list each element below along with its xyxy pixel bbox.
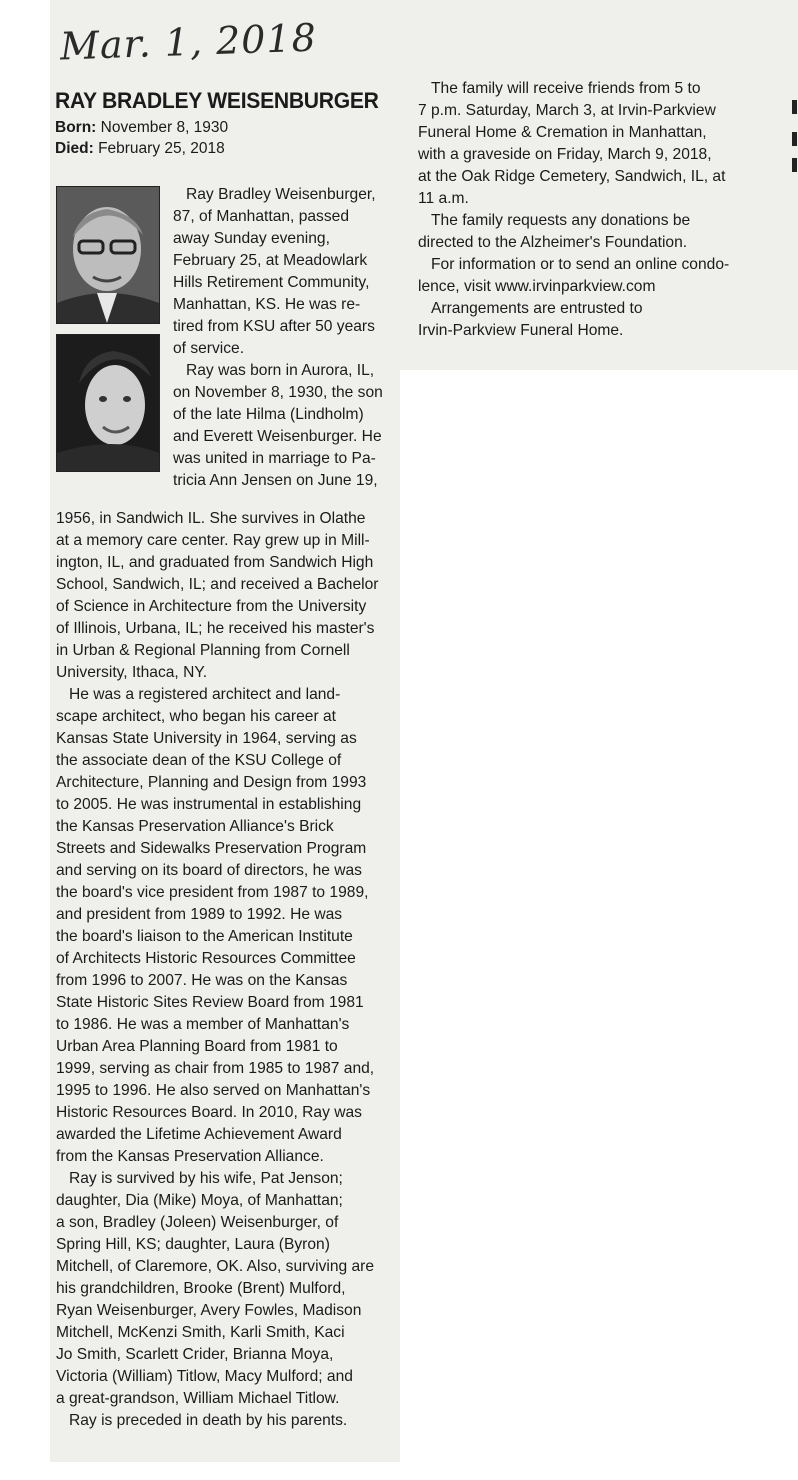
- text-line: of Science in Architecture from the University: [56, 598, 367, 615]
- text-line: tricia Ann Jensen on June 19,: [173, 472, 378, 489]
- died-label: Died:: [55, 140, 94, 157]
- text-line: Manhattan, KS. He was re-: [173, 296, 361, 313]
- text-line: directed to the Alzheimer's Foundation.: [418, 234, 688, 251]
- born-label: Born:: [55, 119, 97, 136]
- text-line: 87, of Manhattan, passed: [173, 208, 349, 225]
- died-date: February 25, 2018: [98, 140, 225, 157]
- text-line: ington, IL, and graduated from Sandwich High: [56, 554, 374, 571]
- text-line: awarded the Lifetime Achievement Award: [56, 1126, 342, 1143]
- obituary-headline: RAY BRADLEY WEISENBURGER: [55, 88, 379, 113]
- text-line: was united in marriage to Pa-: [173, 450, 376, 467]
- text-line: Spring Hill, KS; daughter, Laura (Byron): [56, 1236, 330, 1253]
- born-row: [55, 117, 228, 138]
- text-line: Streets and Sidewalks Preservation Program: [56, 840, 367, 857]
- text-line: Hills Retirement Community,: [173, 274, 370, 291]
- text-line: tired from KSU after 50 years: [173, 318, 375, 335]
- text-line: and president from 1989 to 1992. He was: [56, 906, 343, 923]
- text-line: and Everett Weisenburger. He: [173, 428, 382, 445]
- text-line: on November 8, 1930, the son: [173, 384, 383, 401]
- text-line: Arrangements are entrusted to: [431, 300, 643, 317]
- text-line: Funeral Home & Cremation in Manhattan,: [418, 124, 707, 141]
- text-line: a great-grandson, William Michael Titlow.: [56, 1390, 340, 1407]
- text-line: State Historic Sites Review Board from 1981: [56, 994, 364, 1011]
- text-line: Mitchell, of Claremore, OK. Also, surviving are: [56, 1258, 375, 1275]
- edge-mark: [792, 132, 797, 146]
- text-line: The family requests any donations be: [431, 212, 691, 229]
- text-line: Ray was born in Aurora, IL,: [186, 362, 375, 379]
- edge-mark: [792, 158, 797, 172]
- text-line: Irvin-Parkview Funeral Home.: [418, 322, 624, 339]
- portrait-photo-younger: [56, 334, 160, 472]
- text-line: School, Sandwich, IL; and received a Bachelor: [56, 576, 379, 593]
- text-line: the board's liaison to the American Institute: [56, 928, 353, 945]
- text-line: Historic Resources Board. In 2010, Ray was: [56, 1104, 362, 1121]
- text-line: to 1986. He was a member of Manhattan's: [56, 1016, 350, 1033]
- text-line: Ray is preceded in death by his parents.: [69, 1412, 348, 1429]
- text-line: Victoria (William) Titlow, Macy Mulford; and: [56, 1368, 353, 1385]
- born-date: November 8, 1930: [100, 119, 229, 136]
- text-line: away Sunday evening,: [173, 230, 330, 247]
- text-line: 11 a.m.: [418, 190, 469, 207]
- text-line: 1995 to 1996. He also served on Manhattan's: [56, 1082, 371, 1099]
- text-line: Urban Area Planning Board from 1981 to: [56, 1038, 338, 1055]
- obituary-text-body: [56, 508, 378, 1432]
- text-line: For information or to send an online condo-: [431, 256, 730, 273]
- text-line: at a memory care center. Ray grew up in Mill-: [56, 532, 370, 549]
- portrait-photo-older: [56, 186, 160, 324]
- text-line: at the Oak Ridge Cemetery, Sandwich, IL, at: [418, 168, 726, 185]
- text-line: of service.: [173, 340, 245, 357]
- portrait-older-image: [57, 187, 159, 323]
- died-row: [55, 138, 228, 159]
- text-line: Jo Smith, Scarlett Crider, Brianna Moya,: [56, 1346, 334, 1363]
- text-line: to 2005. He was instrumental in establishing: [56, 796, 362, 813]
- text-line: the board's vice president from 1987 to 1989,: [56, 884, 369, 901]
- text-line: in Urban & Regional Planning from Cornell: [56, 642, 350, 659]
- text-line: from the Kansas Preservation Alliance.: [56, 1148, 324, 1165]
- text-line: Architecture, Planning and Design from 1993: [56, 774, 367, 791]
- text-line: from 1996 to 2007. He was on the Kansas: [56, 972, 348, 989]
- text-line: of Illinois, Urbana, IL; he received his master's: [56, 620, 375, 637]
- text-line: daughter, Dia (Mike) Moya, of Manhattan;: [56, 1192, 343, 1209]
- text-line: Mitchell, McKenzi Smith, Karli Smith, Kaci: [56, 1324, 345, 1341]
- text-line: February 25, at Meadowlark: [173, 252, 368, 269]
- text-line: Ray Bradley Weisenburger,: [186, 186, 376, 203]
- text-line: Ray is survived by his wife, Pat Jenson;: [69, 1170, 343, 1187]
- text-line: a son, Bradley (Joleen) Weisenburger, of: [56, 1214, 339, 1231]
- life-dates: [55, 117, 228, 159]
- text-line: the associate dean of the KSU College of: [56, 752, 342, 769]
- text-line: University, Ithaca, NY.: [56, 664, 208, 681]
- text-line: Kansas State University in 1964, serving as: [56, 730, 357, 747]
- text-line: the Kansas Preservation Alliance's Brick: [56, 818, 334, 835]
- handwritten-date: Mar. 1, 2018: [59, 15, 318, 69]
- text-line: lence, visit www.irvinparkview.com: [418, 278, 656, 295]
- obituary-text-intro: [173, 184, 383, 492]
- edge-mark: [792, 100, 797, 114]
- text-line: 7 p.m. Saturday, March 3, at Irvin-Parkview: [418, 102, 716, 119]
- text-line: of Architects Historic Resources Committee: [56, 950, 356, 967]
- text-line: The family will receive friends from 5 to: [431, 80, 701, 97]
- text-line: and serving on its board of directors, he was: [56, 862, 362, 879]
- obituary-text-services: [418, 78, 729, 342]
- text-line: 1999, serving as chair from 1985 to 1987 and,: [56, 1060, 375, 1077]
- text-line: Ryan Weisenburger, Avery Fowles, Madison: [56, 1302, 362, 1319]
- text-line: his grandchildren, Brooke (Brent) Mulford,: [56, 1280, 346, 1297]
- text-line: of the late Hilma (Lindholm): [173, 406, 364, 423]
- portrait-younger-image: [57, 335, 159, 471]
- text-line: 1956, in Sandwich IL. She survives in Olathe: [56, 510, 366, 527]
- text-line: with a graveside on Friday, March 9, 2018,: [418, 146, 712, 163]
- text-line: He was a registered architect and land-: [69, 686, 341, 703]
- text-line: scape architect, who began his career at: [56, 708, 336, 725]
